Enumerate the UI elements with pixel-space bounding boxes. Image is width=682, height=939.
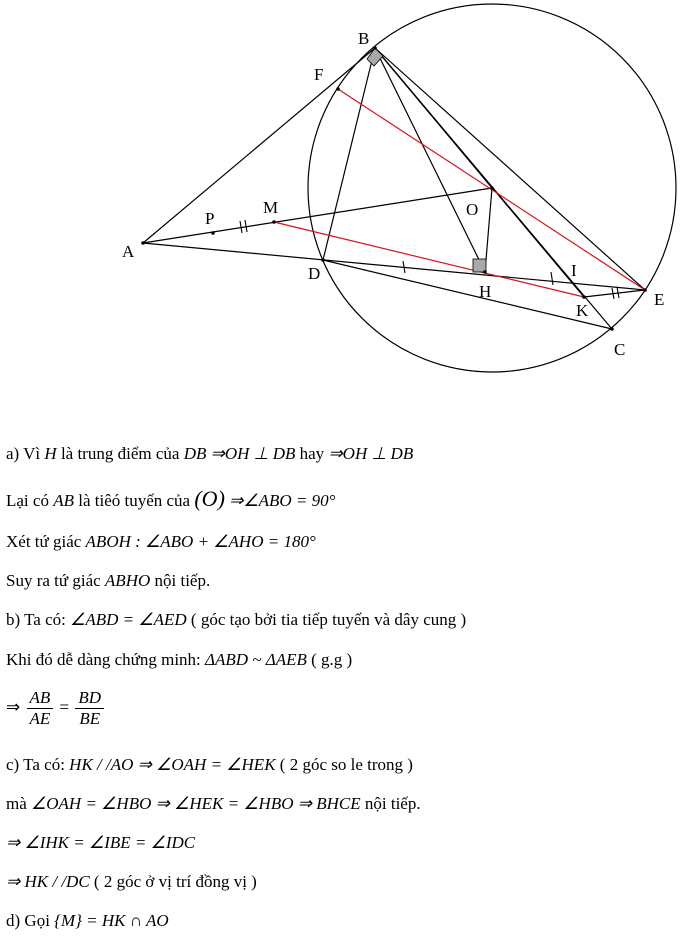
text-b-prefix: b) Ta có: [6,610,71,629]
label-f: F [314,65,324,84]
line-b [6,610,466,630]
label-c: C [614,340,626,359]
fraction-num-ab: AB [27,688,54,709]
label-i: I [571,261,577,280]
segment-dc [323,260,612,329]
text-l3-math: ABOH : ∠ABO + ∠AHO = 180° [85,532,316,551]
label-d: D [308,264,321,283]
text-b-math: ∠ABD = ∠AED [70,610,187,629]
line-2 [6,486,335,512]
segment-ae [143,243,645,290]
line-c [6,755,413,775]
fraction-den-ae: AE [29,709,51,728]
fraction-ab-ae [27,688,54,729]
text-l4-prefix: Suy ra tứ giác [6,571,105,590]
geometry-figure [0,0,682,400]
line-7 [6,688,106,729]
text-l4-suffix: nội tiếp. [150,571,211,590]
label-b: B [358,29,370,48]
text-l2-o: (O) [194,486,225,511]
text-l11-suffix: ( 2 góc ở vị trí đồng vị ) [89,872,257,891]
line-9 [6,794,421,814]
text-l2-ab: AB [53,491,74,510]
label-a: A [122,242,135,261]
line-6 [6,650,352,670]
label-h: H [479,282,492,301]
text-a-hay: hay [295,444,329,463]
text-c-suffix: ( 2 góc so le trong ) [275,755,413,774]
text-a-imp2: ⇒OH ⊥ DB [328,444,414,463]
label-m: M [263,198,279,217]
tick-pm-2 [245,220,247,232]
right-angle-h [473,259,486,272]
segment-ab [143,48,375,243]
text-l2-imp: ⇒∠ABO = 90° [224,491,336,510]
text-b-suffix: ( góc tạo bởi tia tiếp tuyến và dây cung ) [186,610,467,629]
text-l2-mid: là tiêó tuyến của [73,491,195,510]
label-e: E [654,290,665,309]
text-l6-suffix: ( g.g ) [306,650,353,669]
fraction-bd-be [75,688,104,729]
line-d [6,911,169,931]
text-l2-prefix: Lại có [6,491,54,510]
fraction-num-bd: BD [75,688,104,709]
line-10 [6,833,195,853]
text-d-math: {M} = HK ∩ AO [54,911,169,930]
text-d-prefix: d) Gọi [6,911,55,930]
text-l7-eq: = [59,697,70,717]
text-l3-prefix: Xét tứ giác [6,532,86,551]
fraction-den-be: BE [79,709,101,728]
text-l9-prefix: mà [6,794,32,813]
label-p: P [205,209,215,228]
line-3 [6,532,316,552]
text-c-prefix: c) Ta có: [6,755,70,774]
text-a-mid: là trung điểm của [56,444,184,463]
text-l9-math: ∠OAH = ∠HBO ⇒ ∠HEK = ∠HBO ⇒ BHCE [31,794,361,813]
segment-bd [323,48,375,260]
text-l7-arrow: ⇒ [6,697,21,717]
text-l6-math: ΔABD ~ ΔAEB [205,650,307,669]
segment-ao [143,188,492,243]
text-a-h: H [44,444,57,463]
text-a-db: DB [183,444,207,463]
label-o: O [466,200,479,219]
segment-be [375,48,645,290]
segment-ke [584,290,645,297]
text-l6-prefix: Khi đó dễ dàng chứng minh: [6,650,206,669]
text-l9-suffix: nội tiếp. [360,794,421,813]
text-l4-abho: ABHO [104,571,151,590]
text-l10-math: ⇒ ∠IHK = ∠IBE = ∠IDC [6,833,196,852]
text-c-math: HK / /AO ⇒ ∠OAH = ∠HEK [69,755,276,774]
text-a-prefix: a) Vì [6,444,45,463]
text-a-imp1: ⇒OH ⊥ DB [210,444,296,463]
tick-he [551,272,553,285]
line-4 [6,571,210,591]
line-a [6,444,413,464]
line-11 [6,872,257,892]
label-k: K [576,301,589,320]
text-l11-math: ⇒ HK / /DC [6,872,90,891]
